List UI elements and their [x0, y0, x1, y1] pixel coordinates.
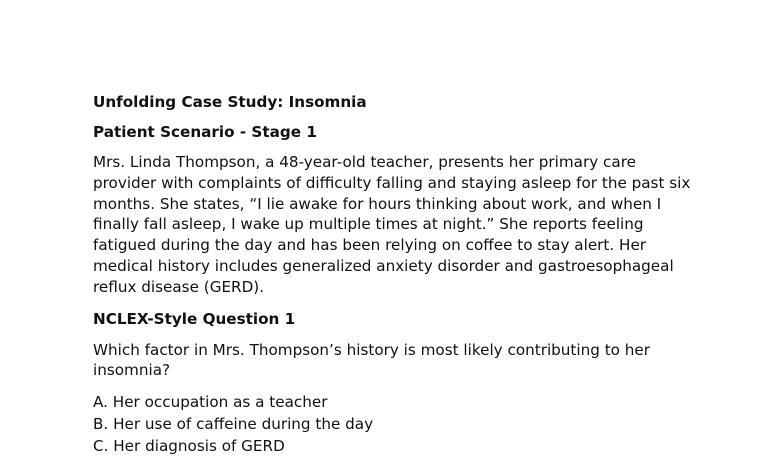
answer-options: [93, 391, 703, 457]
question-heading: NCLEX-Style Question 1: [93, 309, 296, 328]
case-study-title: Unfolding Case Study: Insomnia: [93, 93, 367, 111]
question-text: Which factor in Mrs. Thompson’s history is most likely contributing to her insomnia?: [93, 340, 650, 380]
scenario-paragraph: Mrs. Linda Thompson, a 48-year-old teacher, presents her primary care provider with complaints of difficulty falling and staying asleep for the past six months. She states, “I lie awake for hours thinking about work, and when I finally fall asleep, I wake up multiple times at night.” She reports feeling fatigued during the day and has been relying on coffee to stay alert. Her medical history includes generalized anxiety disorder and gastroesophageal reflux disease (GERD).: [93, 153, 691, 296]
answer-option-a: A. Her occupation as a teacher: [93, 393, 328, 412]
scenario-heading: Patient Scenario - Stage 1: [93, 123, 317, 141]
answer-option-b: B. Her use of caffeine during the day: [93, 415, 374, 434]
document-body: [93, 92, 703, 457]
answer-option-c: C. Her diagnosis of GERD: [93, 437, 285, 456]
